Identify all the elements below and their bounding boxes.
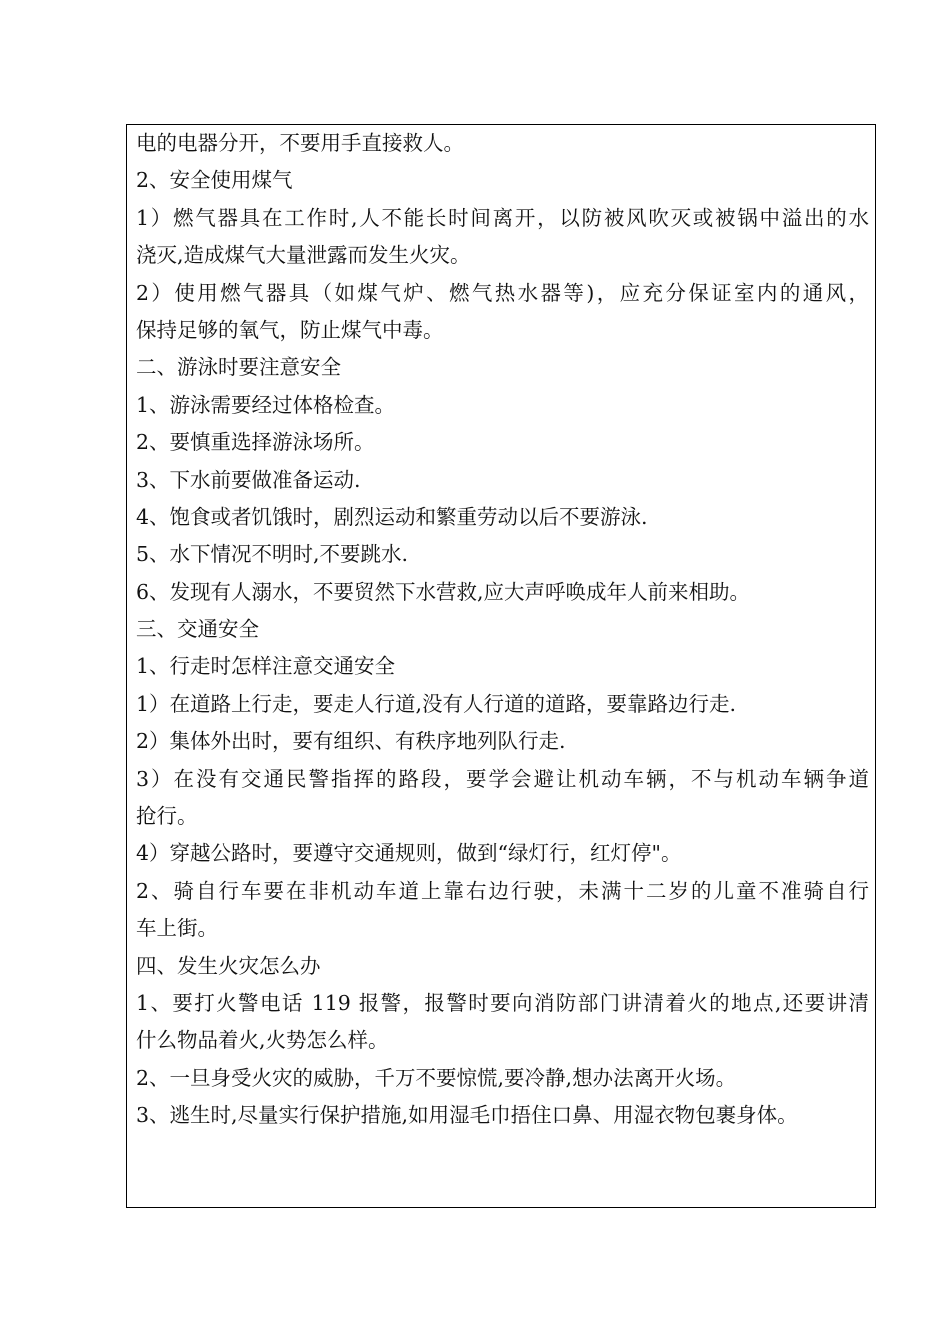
- text-line: 1、游泳需要经过体格检查。: [136, 392, 396, 417]
- text-line: 2、安全使用煤气: [136, 168, 293, 193]
- text-line: 浇灭,造成煤气大量泄露而发生火灾。: [136, 243, 471, 268]
- text-line: 3、下水前要做准备运动.: [136, 467, 361, 492]
- text-line: 2、一旦身受火灾的威胁，千万不要惊慌,要冷静,想办法离开火场。: [136, 1065, 737, 1090]
- text-line: 3）在没有交通民警指挥的路段，要学会避让机动车辆，不与机动车辆争道: [136, 766, 869, 791]
- text-line: 3、逃生时,尽量实行保护措施,如用湿毛巾捂住口鼻、用湿衣物包裹身体。: [136, 1103, 798, 1128]
- text-line: 2）使用燃气器具（如煤气炉、燃气热水器等)，应充分保证室内的通风，: [136, 280, 869, 305]
- text-line: 1、要打火警电话 119 报警，报警时要向消防部门讲清着火的地点,还要讲清: [136, 990, 869, 1015]
- text-line: 三、交通安全: [136, 617, 259, 642]
- text-line: 1、行走时怎样注意交通安全: [136, 654, 396, 679]
- text-line: 抢行。: [136, 804, 198, 829]
- text-line: 4、饱食或者饥饿时，剧烈运动和繁重劳动以后不要游泳.: [136, 504, 648, 529]
- text-line: 2、要慎重选择游泳场所。: [136, 430, 375, 455]
- text-line: 保持足够的氧气，防止煤气中毒。: [136, 317, 444, 342]
- text-line: 二、游泳时要注意安全: [136, 355, 341, 380]
- text-line: 电的电器分开，不要用手直接救人。: [136, 131, 464, 155]
- text-line: 1）燃气器具在工作时,人不能长时间离开，以防被风吹灭或被锅中溢出的水: [136, 205, 869, 230]
- text-line: 车上街。: [136, 916, 218, 941]
- text-line: 4）穿越公路时，要遵守交通规则，做到“绿灯行，红灯停"。: [136, 841, 682, 866]
- text-line: 6、发现有人溺水，不要贸然下水营救,应大声呼唤成年人前来相助。: [136, 579, 751, 604]
- text-line: 5、水下情况不明时,不要跳水.: [136, 542, 409, 567]
- document-body: [136, 125, 869, 1135]
- text-line: 1）在道路上行走，要走人行道,没有人行道的道路，要靠路边行走.: [136, 691, 737, 716]
- document-table-cell: [126, 124, 876, 1208]
- text-line: 四、发生火灾怎么办: [136, 953, 321, 978]
- text-line: 2）集体外出时，要有组织、有秩序地列队行走.: [136, 729, 566, 754]
- text-line: 什么物品着火,火势怎么样。: [136, 1028, 389, 1053]
- text-line: 2、骑自行车要在非机动车道上靠右边行驶，未满十二岁的儿童不准骑自行: [136, 878, 869, 903]
